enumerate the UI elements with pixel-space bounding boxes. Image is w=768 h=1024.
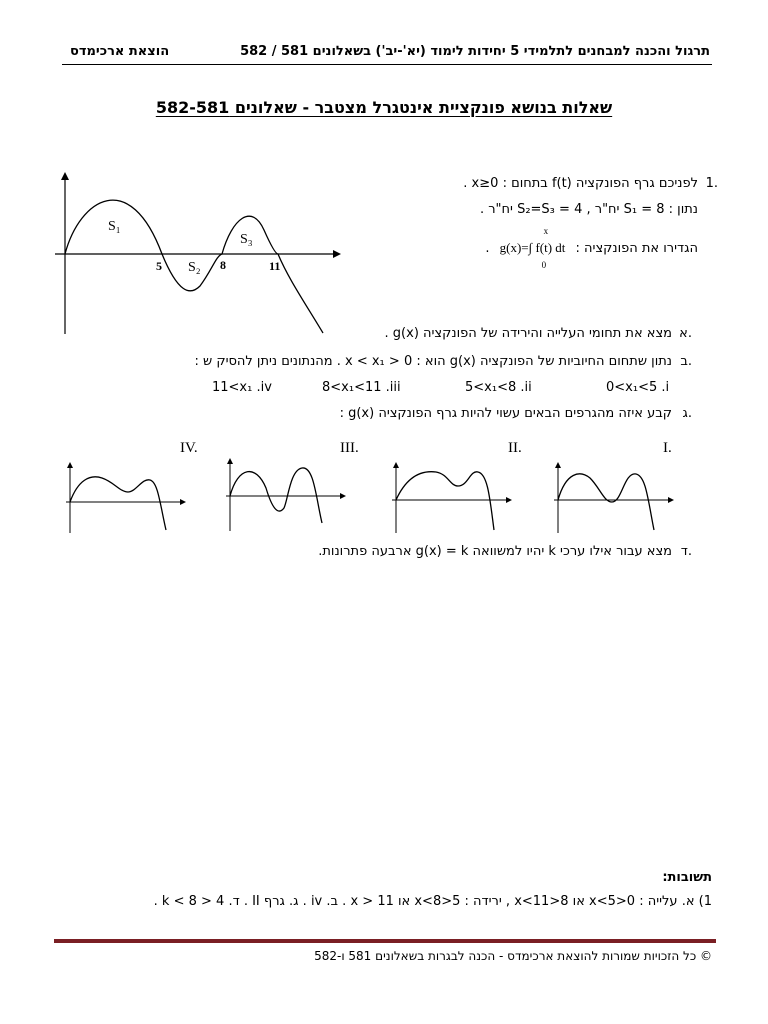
graph-label-i: I.	[663, 440, 672, 456]
graph-label-iv: IV.	[180, 440, 198, 456]
area-label-s2: S₂	[188, 260, 201, 275]
graph-label-iii: III.	[340, 440, 359, 456]
part-b-label: ב.	[680, 354, 692, 369]
question-line-1: לפניכם גרף הפונקציה f(t) בתחום : 0≤x .	[463, 176, 698, 191]
header-rule	[62, 64, 712, 65]
question-line-3-prefix: הגדירו את הפונקציה :	[575, 241, 698, 256]
area-label-s3: S₃	[240, 232, 253, 247]
x-axis-arrow	[333, 250, 341, 258]
page-title: שאלות בנושא פונקציית אינטגרל מצטבר - שאלונים 582-581	[155, 98, 613, 117]
integral-formula: g(x)=∫ f(t) dt	[499, 240, 566, 255]
part-d-text: מצא עבור אילו ערכי k יהיו למשוואה g(x) = k ארבעה פתרונות.	[318, 544, 672, 559]
part-a-text: מצא את תחומי העלייה והירידה של הפונקציה g(x) .	[384, 326, 672, 341]
part-c-label: ג.	[682, 406, 692, 421]
header-title: תרגול והכנה למבחנים לתלמידי 5 יחידות לימוד (יא'-יב') בשאלונים 581 / 582	[240, 44, 710, 59]
tick-label-8: 8	[220, 258, 226, 272]
footer-rule	[54, 939, 716, 943]
question-line-3-suffix: .	[485, 241, 490, 256]
answers-heading: תשובות:	[662, 870, 712, 885]
option-iv: 11<x₁ .iv	[212, 380, 272, 395]
tick-label-5: 5	[156, 259, 162, 273]
answers-text: 1) א. עלייה : 0<x<5 או 8<x<11 , ירידה : 5<x<8 או 11 < x . ב. iv . ג. גרף II . ד. 4 < k < 8 .	[153, 894, 712, 909]
area-label-s1: S₁	[108, 219, 121, 234]
integral-upper-limit: x	[543, 226, 549, 236]
part-d-label: ד.	[680, 544, 692, 559]
option-i: 0<x₁<5 .i	[606, 380, 670, 395]
candidate-graph-ii	[388, 460, 513, 535]
function-graph	[50, 168, 350, 338]
part-c-text: קבע איזה מהגרפים הבאים עשוי להיות גרף הפונקציה g(x) :	[339, 406, 672, 421]
candidate-graph-iv	[62, 460, 187, 535]
option-ii: 5<x₁<8 .ii	[465, 380, 532, 395]
integral-lower-limit: 0	[541, 260, 547, 270]
candidate-graph-iii	[222, 458, 347, 533]
tick-label-11: 11	[269, 259, 281, 273]
question-line-3	[485, 226, 698, 270]
question-number: 1.	[705, 176, 718, 191]
integral-expression	[499, 226, 566, 270]
question-line-2: נתון : 8 = S₁ יח"ר , 4 = S₂=S₃ יח"ר .	[479, 202, 698, 217]
part-b-text: נתון שתחום החיוביות של הפונקציה g(x) הוא : 0 < x < x₁ . מהנתונים ניתן להסיק ש :	[194, 354, 672, 369]
footer-copyright: © כל הזכויות שמורות להוצאת ארכימדס - הכנה לבגרות בשאלונים 581 ו-582	[314, 949, 712, 963]
option-iii: 8<x₁<11 .iii	[322, 380, 401, 395]
part-a-label: א.	[679, 326, 692, 341]
header-publisher: הוצאת ארכימדס	[70, 44, 170, 59]
y-axis-arrow	[61, 172, 69, 180]
graph-label-ii: II.	[508, 440, 522, 456]
candidate-graph-i	[550, 460, 675, 535]
